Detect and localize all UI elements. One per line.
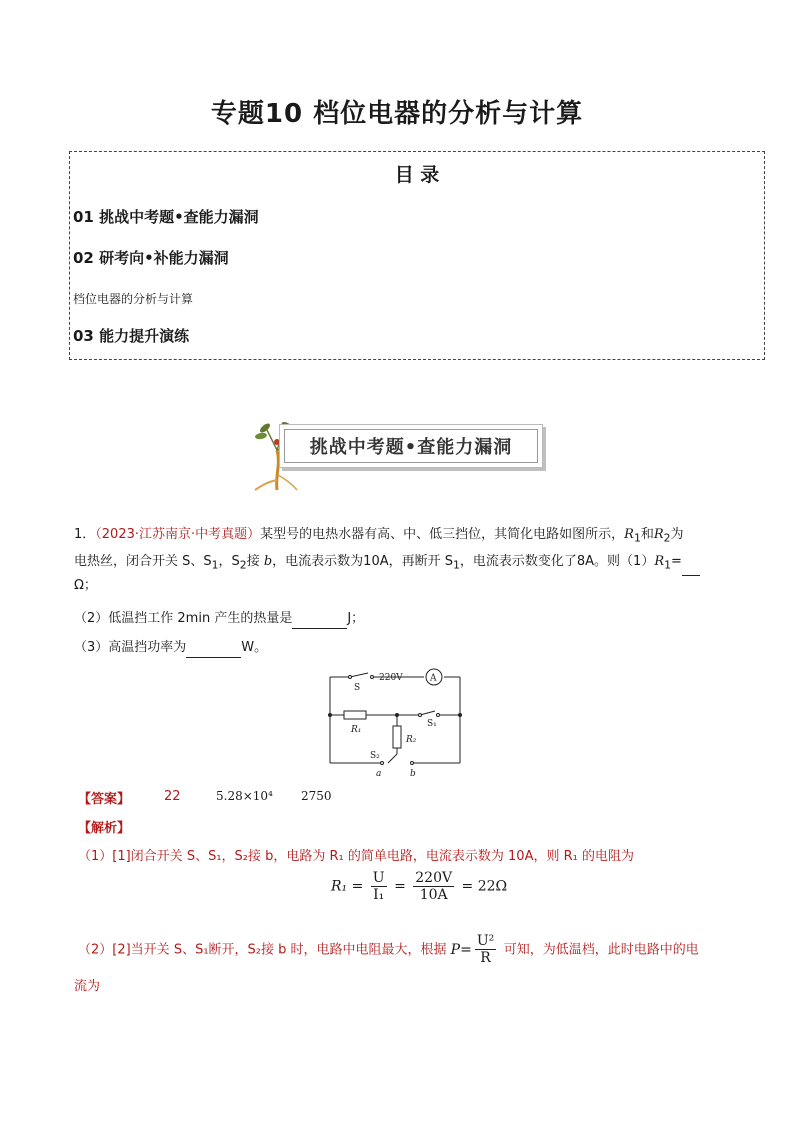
question-part-2: （2）低温挡工作 2min 产生的热量是 J； bbox=[74, 609, 364, 629]
question-line-1: 1．（2023·江苏南京·中考真题）某型号的电热水器有高、中、低三挡位，其简化电路如图所示，$R_1$和$R_2$为 bbox=[74, 527, 684, 545]
label-s2: S₂ bbox=[370, 751, 380, 761]
toc-item-1[interactable]: 01 挑战中考题•查能力漏洞 bbox=[73, 208, 259, 226]
answer-blank-3[interactable] bbox=[186, 643, 241, 658]
ammeter-icon: A bbox=[430, 673, 437, 684]
analysis-line-2: （2）[2]当开关 S、S₁断开，S₂接 b 时，电路中电阻最大，根据 P= $\frac{\text{U²}}{R}$ 可知，为低温档，此时电路中的电 bbox=[78, 933, 699, 966]
answer-1: 22 bbox=[164, 789, 181, 804]
analysis-label: 【解析】 bbox=[78, 821, 131, 836]
label-voltage: 220V bbox=[379, 673, 403, 683]
question-source: （2023·江苏南京·中考真题） bbox=[95, 527, 261, 542]
toc-subitem[interactable]: 档位电器的分析与计算 bbox=[73, 292, 194, 306]
banner-box bbox=[279, 424, 543, 468]
question-part-3: （3）高温挡功率为 W。 bbox=[74, 638, 267, 658]
table-of-contents bbox=[69, 151, 765, 360]
label-r2: R₂ bbox=[406, 735, 417, 745]
toc-item-2[interactable]: 02 研考向•补能力漏洞 bbox=[73, 249, 229, 267]
toc-heading: 目 录 bbox=[394, 164, 440, 186]
question-number: 1． bbox=[74, 527, 96, 542]
circuit-diagram bbox=[320, 664, 470, 782]
answer-3: 2750 bbox=[301, 789, 332, 803]
answer-blank-1[interactable] bbox=[682, 561, 700, 576]
question-line-2: 电热丝，闭合开关 S、$S_1$，$S_2$接 b，电流表示数为10A，再断开 $S_1$，电流表示数变化了8A。则$(1)R_1=$ bbox=[74, 552, 724, 576]
label-r1: R₁ bbox=[351, 725, 362, 735]
analysis-line-3: 流为 bbox=[74, 979, 101, 994]
label-s1: S₁ bbox=[427, 719, 437, 729]
document-title: 专题10 档位电器的分析与计算 bbox=[210, 99, 584, 129]
section-banner bbox=[247, 420, 547, 490]
answer-2: 5.28×10⁴ bbox=[216, 789, 273, 803]
toc-item-3[interactable]: 03 能力提升演练 bbox=[73, 327, 190, 345]
label-s: S bbox=[354, 683, 361, 693]
question-line-3: Ω； bbox=[74, 578, 97, 593]
label-a: a bbox=[376, 769, 382, 779]
answer-blank-2[interactable] bbox=[292, 614, 347, 629]
analysis-line-1: （1）[1]闭合开关 S、S₁，S₂接 b，电路为 R₁ 的简单电路，电流表示数为 10A，则 R₁ 的电阻为 bbox=[78, 849, 634, 864]
answer-label: 【答案】 bbox=[78, 792, 131, 807]
formula-r1: R₁ = $\frac{U}{\text{I₁}}$ = $\frac{220V}{10A}$ = 22Ω bbox=[331, 870, 508, 903]
label-b: b bbox=[410, 769, 416, 779]
banner-title: 挑战中考题•查能力漏洞 bbox=[309, 437, 513, 458]
